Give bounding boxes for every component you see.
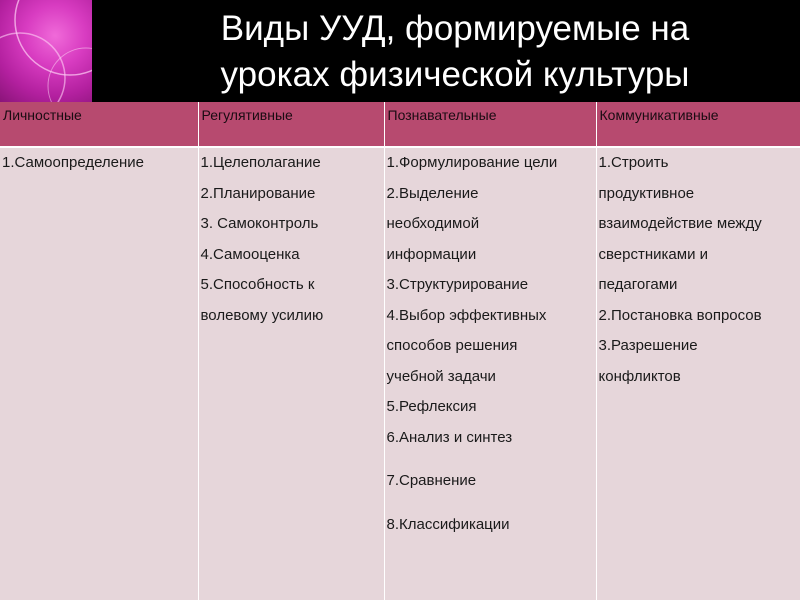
header-cognitive: Познавательные	[384, 102, 596, 147]
list-item: педагогами	[598, 276, 678, 293]
cell-cognitive	[384, 147, 596, 600]
spacer	[387, 497, 594, 510]
list-item: 3. Самоконтроль	[200, 215, 319, 232]
slide-title	[110, 6, 800, 98]
cell-communicative	[596, 147, 800, 600]
table-row	[0, 147, 800, 600]
list-item: 1.Строить	[598, 154, 669, 171]
list-item: 1.Формулирование цели	[386, 154, 558, 171]
list-item: 7.Сравнение	[386, 472, 477, 489]
list-item: учебной задачи	[386, 367, 496, 385]
list-item: конфликтов	[598, 367, 681, 385]
cell-personal	[0, 147, 198, 600]
list-item: 1.Целеполагание	[200, 154, 321, 171]
list-item: 1.Самоопределение	[2, 154, 145, 171]
list-item: 4.Выбор эффективных	[386, 306, 547, 324]
decorative-corner-graphic	[0, 0, 92, 102]
list-item: 3.Структурирование	[386, 276, 529, 293]
list-item: 3.Разрешение	[598, 337, 698, 354]
list-item: продуктивное	[598, 184, 695, 202]
list-item: 5.Способность к	[200, 276, 315, 293]
list-item: 2.Планирование	[200, 184, 316, 202]
list-item: способов решения	[386, 337, 518, 354]
list-item: 5.Рефлексия	[386, 398, 477, 415]
slide-title-line-1: Виды УУД, формируемые на	[220, 9, 690, 48]
list-item: сверстниками и	[598, 245, 708, 263]
spacer	[387, 453, 594, 466]
table-header-row	[0, 102, 800, 147]
list-item: 6.Анализ и синтез	[386, 428, 513, 446]
cell-regulatory	[198, 147, 384, 600]
header-personal: Личностные	[0, 102, 198, 147]
header-communicative: Коммуникативные	[596, 102, 800, 147]
list-item: 8.Классификации	[386, 515, 510, 533]
uud-table	[0, 102, 800, 600]
list-item: 2.Постановка вопросов	[598, 306, 762, 324]
list-item: информации	[386, 245, 477, 263]
header-regulatory: Регулятивные	[198, 102, 384, 147]
list-item: необходимой	[386, 215, 480, 232]
list-item: взаимодействие между	[598, 215, 762, 232]
list-item: 2.Выделение	[386, 184, 479, 202]
list-item: 4.Самооценка	[200, 245, 300, 263]
slide-title-line-2: уроках физической культуры	[220, 55, 690, 94]
list-item: волевому усилию	[200, 306, 324, 324]
